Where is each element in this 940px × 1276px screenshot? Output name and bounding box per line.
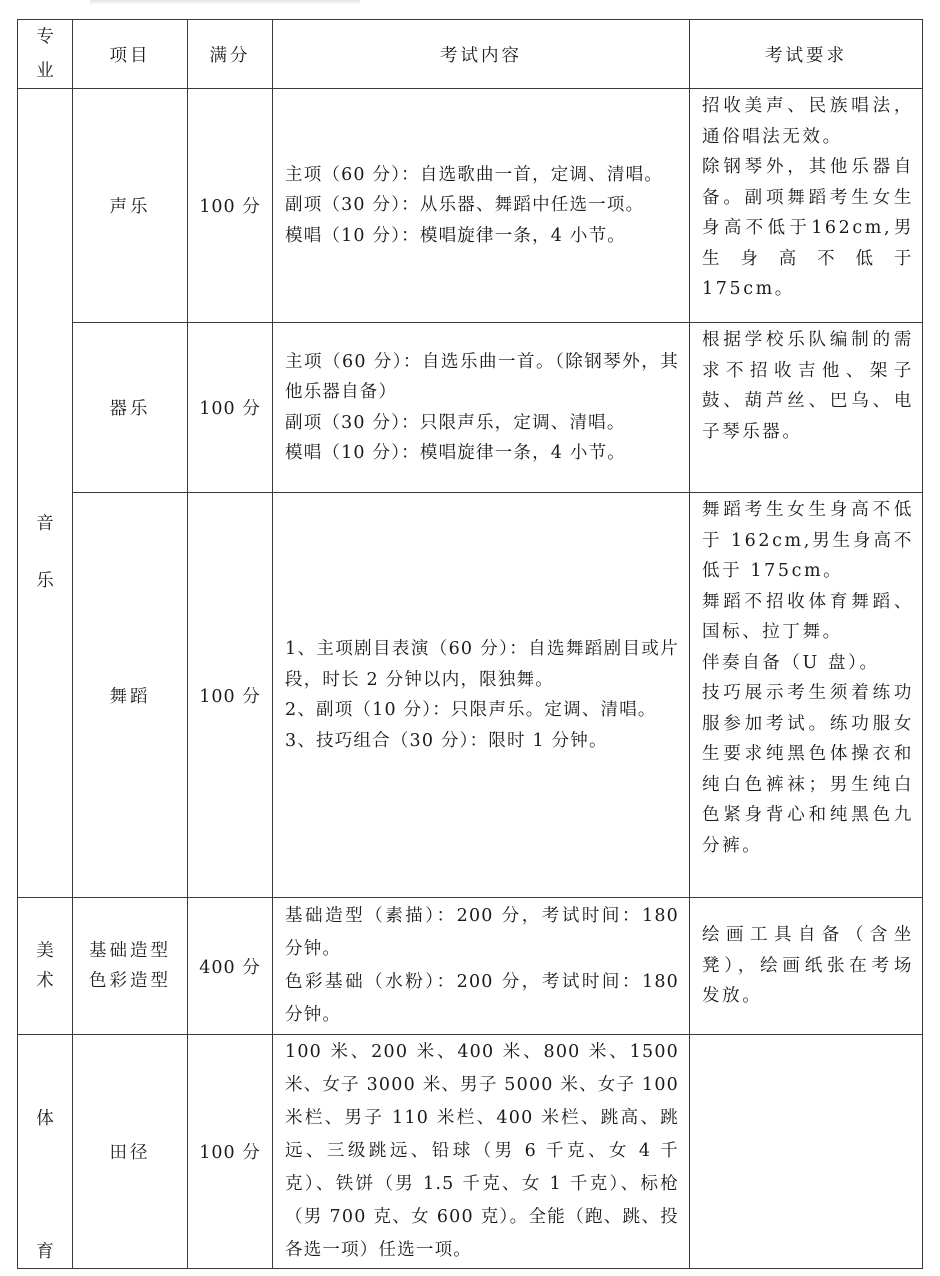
requirement-cell [690, 898, 923, 1035]
major-char: 音 [36, 514, 54, 534]
header-item: 项目 [73, 20, 188, 89]
content-line: 100 米、200 米、400 米、800 米、1500 米、女子 3000 米、男子 5000 米、女子 100 米栏、男子 110 米栏、400 米栏、跳高、跳远、三级跳远、铅球（男 6 千克、女 4 千克）、铁饼（男 1.5 千克、女 1 千克）、标枪（男 700 克、女 600 克）。全能（跑、跳、投各选一项）任选一项。 [285, 1042, 679, 1260]
item-line: 基础造型 [89, 941, 171, 961]
table-row [18, 89, 923, 323]
requirement-cell [690, 493, 923, 898]
major-cell-sports [18, 1035, 73, 1269]
requirement-line: 根据学校乐队编制的需求不招收吉他、架子鼓、葫芦丝、巴乌、电子琴乐器。 [702, 330, 914, 442]
requirement-line: 绘画工具自备（含坐凳），绘画纸张在考场发放。 [702, 925, 914, 1007]
table-header-row [18, 20, 923, 89]
content-line: 副项（30 分）：从乐器、舞蹈中任选一项。 [285, 195, 645, 216]
header-major-char-2: 业 [36, 61, 54, 81]
item-cell: 器乐 [73, 323, 188, 493]
table-row [18, 493, 923, 898]
item-cell [73, 898, 188, 1035]
item-cell: 声乐 [73, 89, 188, 323]
table-row [18, 323, 923, 493]
item-cell: 舞蹈 [73, 493, 188, 898]
content-line: 基础造型（素描）：200 分，考试时间：180 分钟。 [285, 906, 679, 959]
requirement-cell [690, 323, 923, 493]
requirement-cell [690, 89, 923, 323]
content-cell [273, 1035, 690, 1269]
content-line: 1、主项剧目表演（60 分）：自选舞蹈剧目或片段，时长 2 分钟以内，限独舞。 [285, 639, 679, 690]
major-cell-art [18, 898, 73, 1035]
major-char: 育 [36, 1242, 54, 1262]
content-line: 副项（30 分）：只限声乐，定调、清唱。 [285, 412, 626, 433]
content-line: 2、副项（10 分）：只限声乐。定调、清唱。 [285, 700, 657, 720]
content-line: 主项（60 分）：自选歌曲一首，定调、清唱。 [285, 164, 663, 185]
content-line: 模唱（10 分）：模唱旋律一条，4 小节。 [285, 225, 626, 246]
item-cell: 田径 [73, 1035, 188, 1269]
requirement-line: 招收美声、民族唱法，通俗唱法无效。 [702, 96, 914, 147]
requirement-cell-empty [690, 1035, 923, 1269]
content-line: 模唱（10 分）：模唱旋律一条，4 小节。 [285, 443, 626, 463]
requirement-line: 除钢琴外，其他乐器自备。副项舞蹈考生女生身高不低于162cm,男生身高不低于 175cm。 [702, 157, 914, 299]
score-cell: 100 分 [188, 493, 273, 898]
requirement-line: 舞蹈考生女生身高不低于 162cm,男生身高不低于 175cm。 [702, 500, 914, 581]
content-line: 主项（60 分）：自选乐曲一首。（除钢琴外，其他乐器自备） [285, 351, 679, 402]
table-row [18, 1035, 923, 1269]
major-char: 体 [36, 1109, 54, 1129]
item-line: 色彩造型 [89, 971, 171, 991]
header-score: 满分 [188, 20, 273, 89]
requirement-line: 伴奏自备（U 盘）。 [702, 652, 880, 673]
requirement-line: 舞蹈不招收体育舞蹈、国标、拉丁舞。 [702, 591, 914, 642]
header-major [18, 20, 73, 89]
content-cell [273, 493, 690, 898]
content-cell [273, 323, 690, 493]
header-requirement: 考试要求 [690, 20, 923, 89]
major-char: 术 [36, 971, 54, 991]
content-cell [273, 898, 690, 1035]
score-cell: 100 分 [188, 323, 273, 493]
header-content: 考试内容 [273, 20, 690, 89]
score-cell: 100 分 [188, 89, 273, 323]
header-major-char-1: 专 [36, 27, 54, 47]
exam-requirements-table [17, 19, 923, 1269]
cropped-caption-remnant [90, 0, 360, 5]
major-cell-music [18, 89, 73, 898]
major-char: 乐 [36, 571, 54, 591]
content-line: 3、技巧组合（30 分）：限时 1 分钟。 [285, 730, 608, 751]
content-line: 色彩基础（水粉）：200 分，考试时间：180 分钟。 [285, 972, 679, 1025]
content-cell [273, 89, 690, 323]
requirement-line: 技巧展示考生须着练功服参加考试。练功服女生要求纯黑色体操衣和纯白色裤袜；男生纯白色紧身背心和纯黑色九分裤。 [702, 683, 914, 856]
score-cell: 400 分 [188, 898, 273, 1035]
table-row [18, 898, 923, 1035]
score-cell: 100 分 [188, 1035, 273, 1269]
major-char: 美 [36, 941, 54, 961]
